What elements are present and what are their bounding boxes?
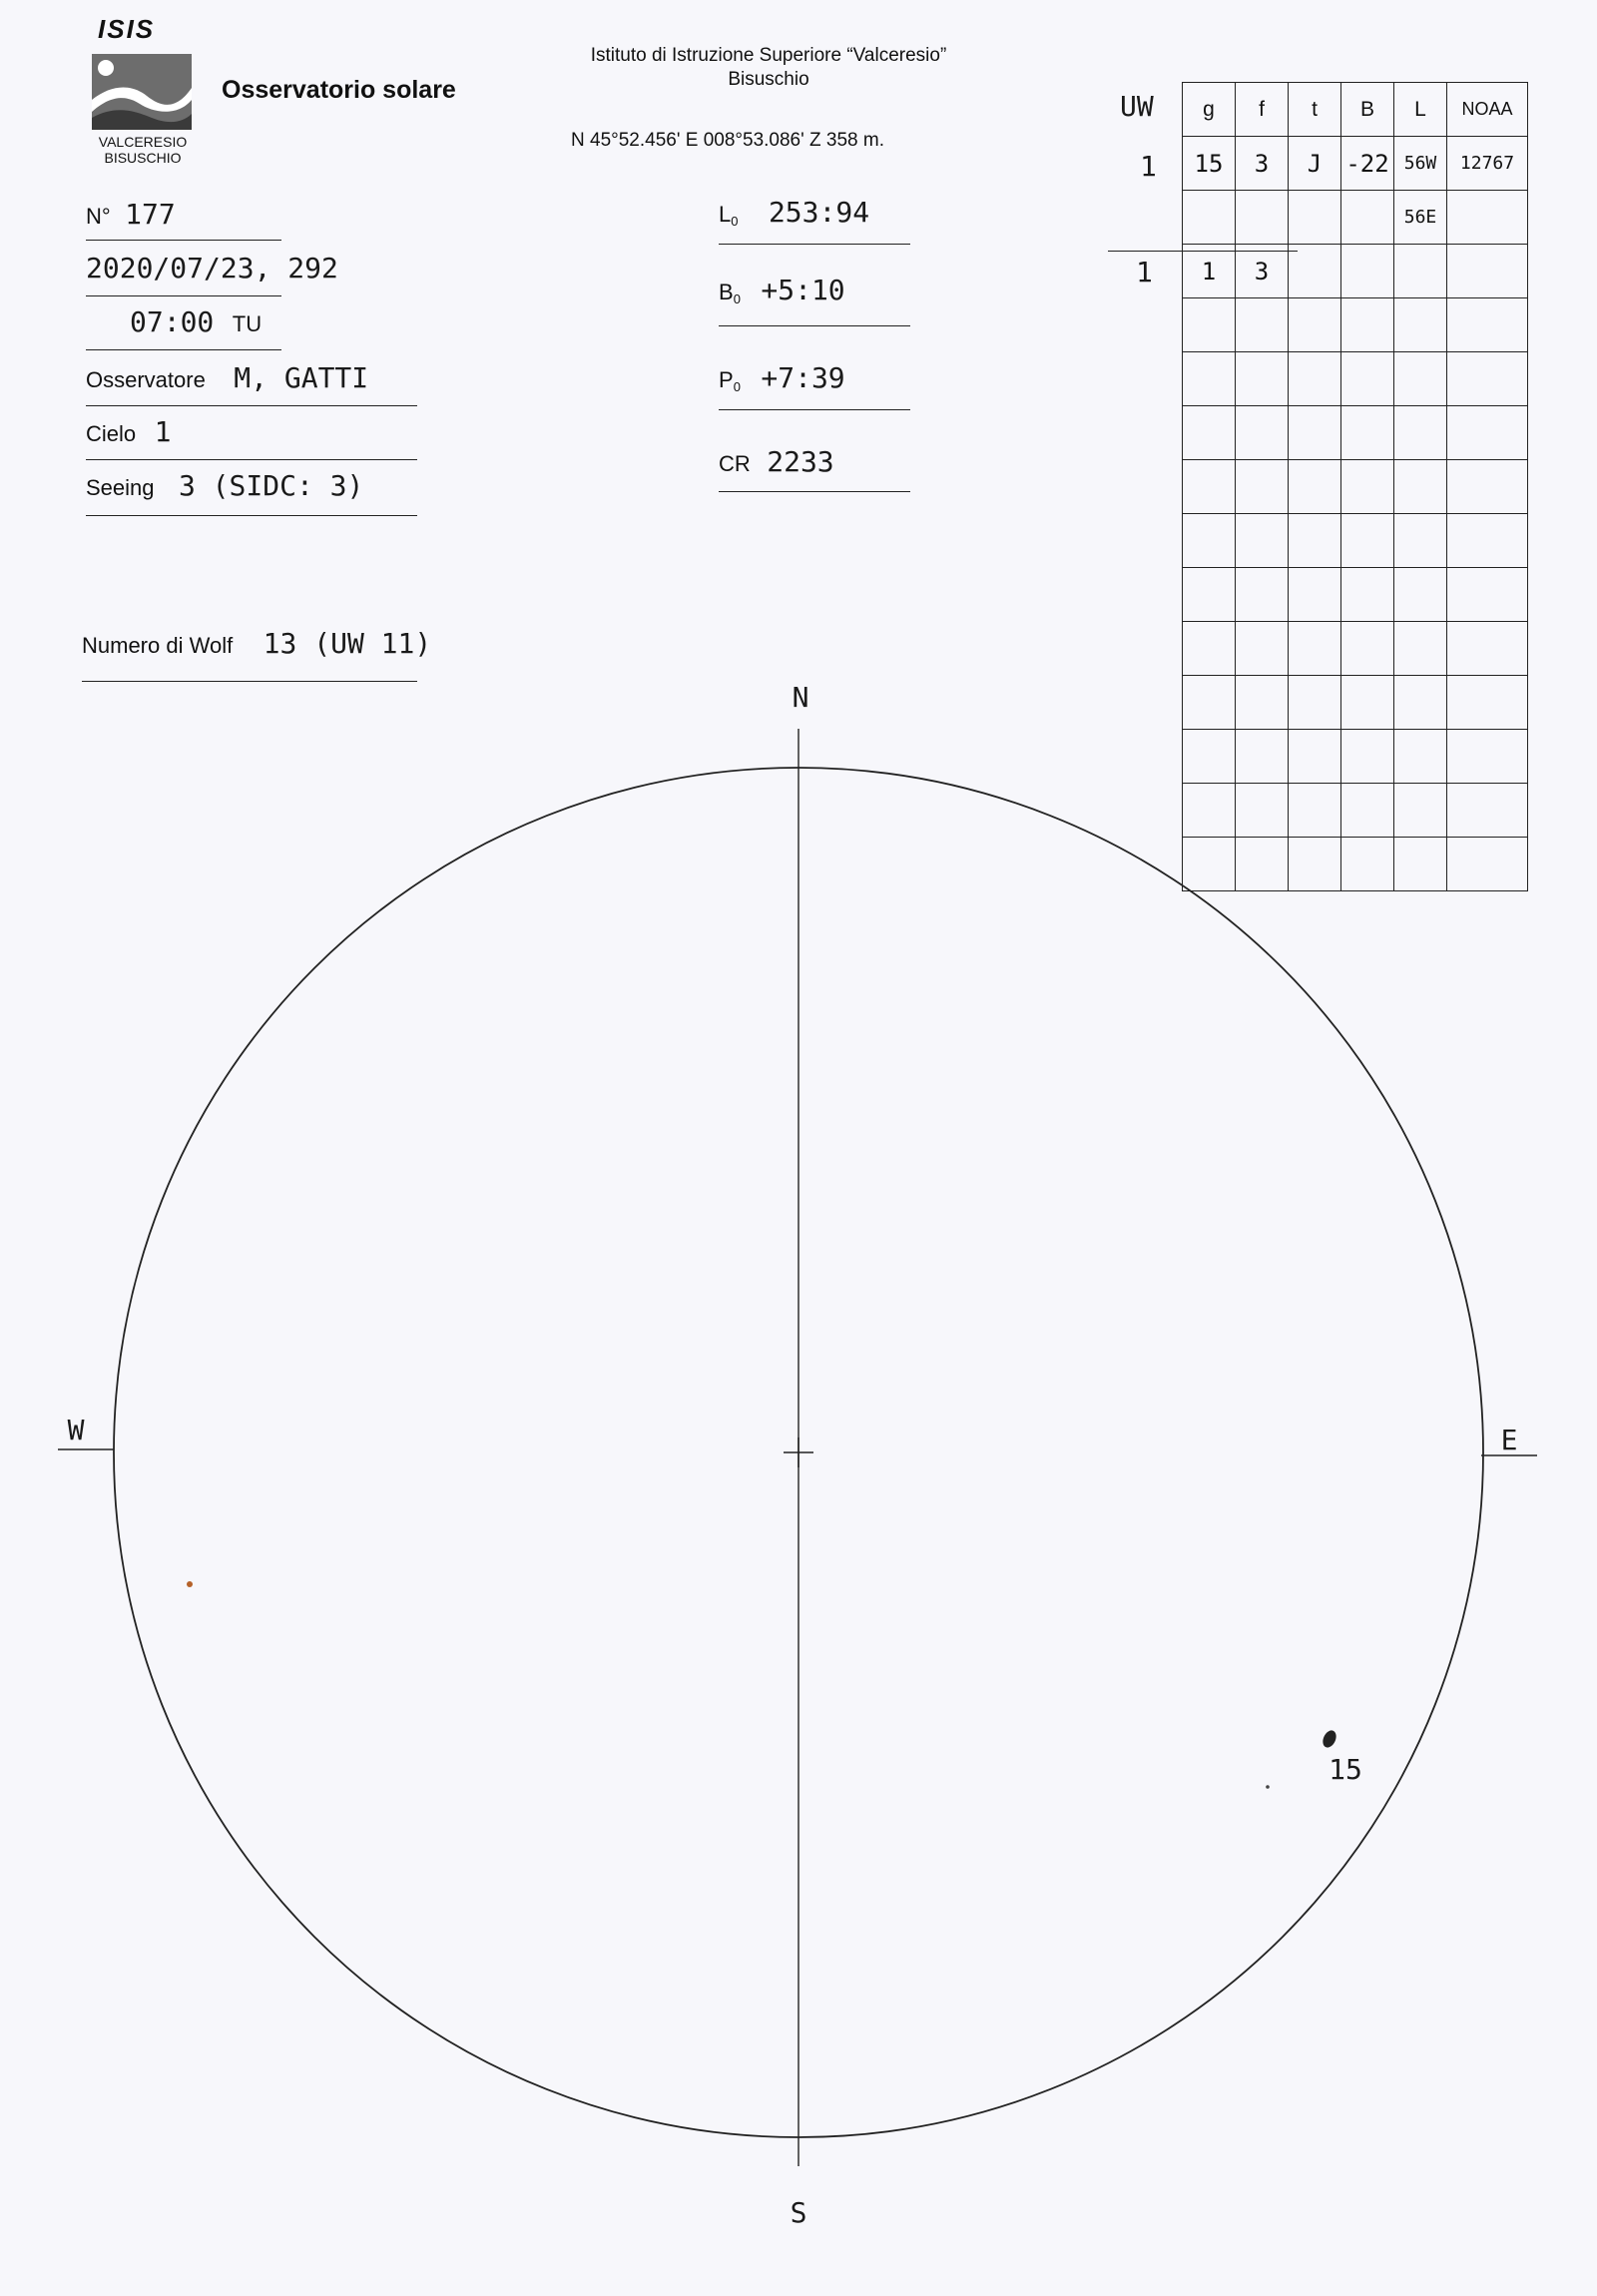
- paper-speck: [187, 1581, 193, 1587]
- b0-value: +5:10: [761, 274, 845, 306]
- west-label: W: [67, 1414, 85, 1446]
- b0-label: B: [719, 280, 734, 304]
- l0-label: L: [719, 202, 732, 227]
- table-cell: 15: [1183, 137, 1236, 191]
- table-cell: 56E: [1394, 191, 1447, 245]
- number-label: N°: [86, 204, 111, 229]
- table-cell: J: [1289, 137, 1341, 191]
- table-cell: 3: [1236, 245, 1289, 298]
- uw-row-1: 1: [1140, 150, 1157, 183]
- p0-subscript: 0: [733, 379, 741, 395]
- wolf-value: 13 (UW 11): [263, 627, 432, 660]
- paper-speck: [1266, 1785, 1270, 1789]
- site-coordinates: N 45°52.456' E 008°53.086' Z 358 m.: [571, 130, 884, 151]
- seeing-value: 3 (SIDC: 3): [178, 469, 364, 502]
- table-cell: 56W: [1394, 137, 1447, 191]
- l0-value: 253:94: [768, 196, 870, 229]
- sunspot-group-15: [1321, 1728, 1338, 1749]
- institute-name: Istituto di Istruzione Superiore “Valceresio”: [590, 45, 947, 66]
- observer-label: Osservatore: [86, 367, 206, 392]
- logo-subtitle-1: VALCERESIO: [98, 134, 188, 150]
- time-value: 07:00: [130, 305, 215, 338]
- table-cell: -22: [1341, 137, 1394, 191]
- table-cell: 3: [1236, 137, 1289, 191]
- table-cell: 1: [1183, 245, 1236, 298]
- observatory-title: Osservatorio solare: [222, 76, 456, 104]
- p0-value: +7:39: [761, 361, 845, 394]
- sky-value: 1: [154, 415, 172, 448]
- uw-side-label: UW: [1120, 90, 1154, 123]
- header-noaa: NOAA: [1447, 83, 1528, 137]
- cr-label: CR: [719, 451, 751, 476]
- time-unit: TU: [232, 311, 263, 336]
- south-label: S: [790, 2196, 807, 2229]
- number-value: 177: [125, 198, 176, 231]
- b0-subscript: 0: [733, 291, 741, 307]
- table-cell: 12767: [1447, 137, 1528, 191]
- east-label: E: [1500, 1424, 1518, 1456]
- wolf-label: Numero di Wolf: [82, 633, 234, 658]
- header-t: t: [1289, 83, 1341, 137]
- date-value: 2020/07/23, 292: [86, 252, 338, 285]
- sky-label: Cielo: [86, 421, 137, 446]
- header-b: B: [1341, 83, 1394, 137]
- header-l: L: [1394, 83, 1447, 137]
- north-label: N: [792, 681, 809, 714]
- cr-value: 2233: [767, 445, 834, 478]
- header-f: f: [1236, 83, 1289, 137]
- uw-row-3: 1: [1136, 256, 1153, 288]
- logo-brand-text: ISIS: [98, 14, 156, 44]
- l0-subscript: 0: [731, 214, 739, 230]
- seeing-label: Seeing: [86, 475, 155, 500]
- institute-town: Bisuschio: [728, 69, 809, 90]
- sunspot-group-label: 15: [1329, 1753, 1362, 1786]
- logo-subtitle-2: BISUSCHIO: [104, 150, 182, 166]
- header-g: g: [1183, 83, 1236, 137]
- observer-value: M, GATTI: [234, 361, 369, 394]
- p0-label: P: [719, 367, 734, 392]
